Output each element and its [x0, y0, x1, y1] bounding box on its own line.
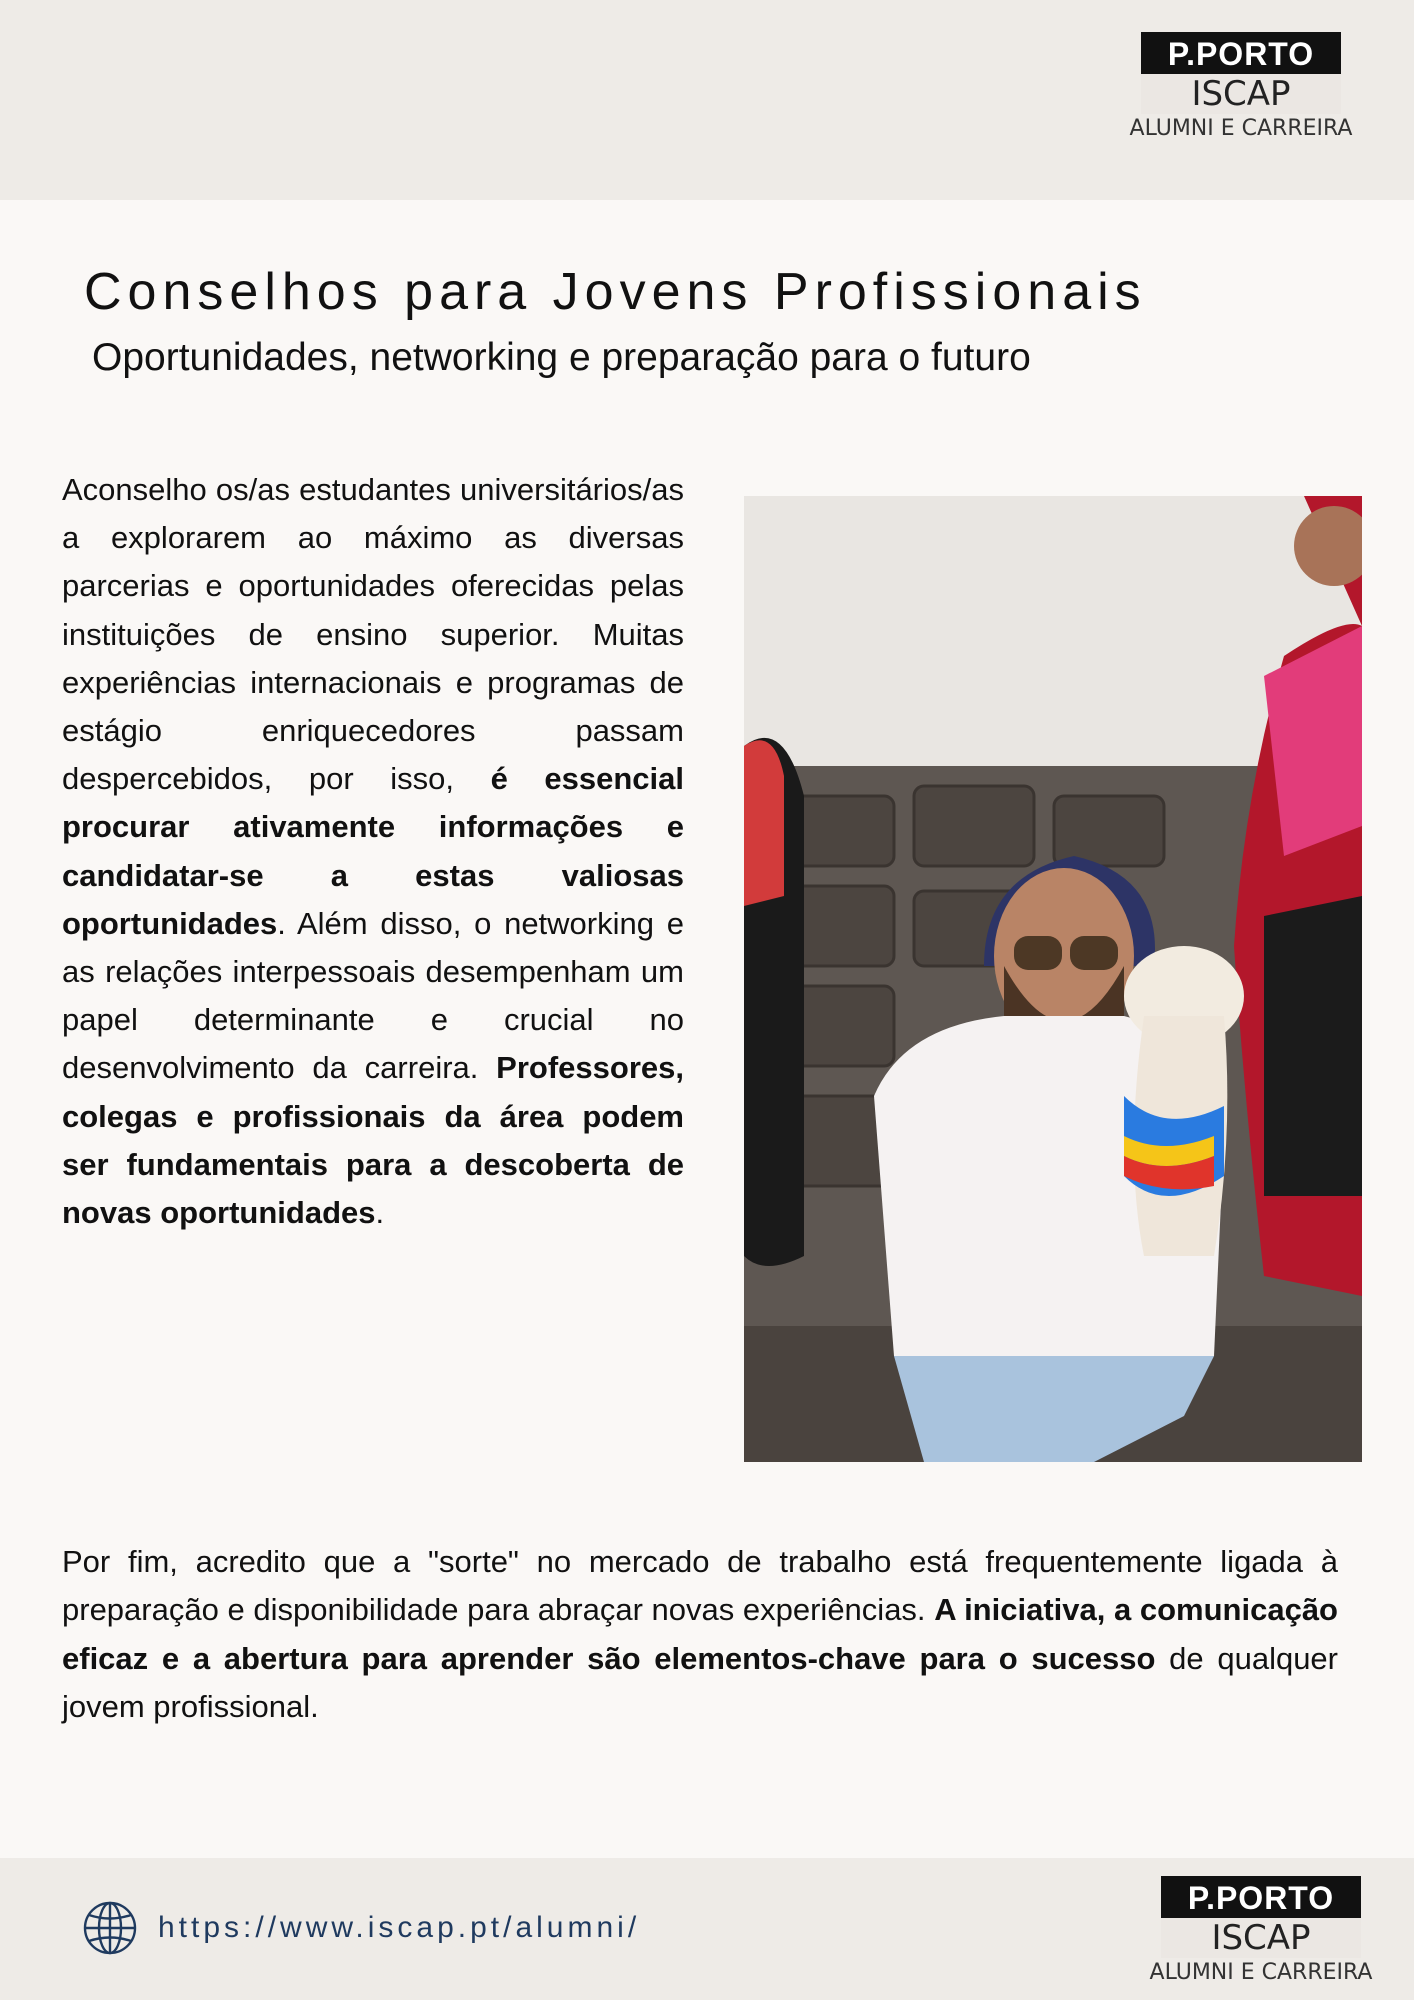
logo-porto-text: P.PORTO [1141, 32, 1341, 74]
globe-icon [82, 1900, 138, 1956]
logo-iscap-text: ISCAP [1161, 1918, 1361, 1958]
photo-illustration [744, 496, 1362, 1462]
logo-alumni-text: ALUMNI E CARREIRA [1149, 1960, 1373, 1985]
article-paragraph-1 [62, 466, 684, 1237]
logo-alumni-text: ALUMNI E CARREIRA [1129, 116, 1353, 141]
text-run: . Além disso, o networking e as relações interpessoais desempenham um papel determinante e crucial no desenvolvimento da carreira. [62, 905, 684, 1086]
logo-iscap-text: ISCAP [1141, 74, 1341, 114]
text-run: Por fim, acredito que a "sorte" no mercado de trabalho está frequentemente ligada à preparação e disponibilidade para abraçar novas experiências. [62, 1544, 1338, 1628]
bold-text-run: A iniciativa, a comunicação eficaz e a abertura para aprender são elementos-chave para o sucesso [62, 1592, 1338, 1676]
alumni-website-link[interactable]: https://www.iscap.pt/alumni/ [158, 1911, 641, 1944]
text-run: de qualquer jovem profissional. [62, 1640, 1338, 1725]
bold-text-run: é essencial procurar ativamente informações e candidatar-se a estas valiosas oportunidades [62, 761, 684, 941]
logo-porto-text: P.PORTO [1161, 1876, 1361, 1918]
pporto-iscap-logo-bottom [1146, 1876, 1376, 1985]
bold-text-run: Professores, colegas e profissionais da área podem ser fundamentais para a descoberta de novas oportunidades [62, 1050, 684, 1231]
page-subtitle: Oportunidades, networking e preparação para o futuro [92, 336, 1031, 379]
photo-person-with-alpaca [744, 496, 1362, 1462]
pporto-iscap-logo-top [1126, 32, 1356, 141]
text-run: . [375, 1195, 385, 1231]
text-run: Aconselho os/as estudantes universitários/as a explorarem ao máximo as diversas parcerias e oportunidades oferecidas pelas instituições de ensino superior. Muitas experiências internacionais e programas de estágio enriquecedores passam despercebidos, por isso, [62, 472, 684, 797]
footer-url-row [82, 1900, 640, 1956]
page-title: Conselhos para Jovens Profissionais [84, 263, 1147, 321]
article-paragraph-2 [62, 1538, 1338, 1732]
